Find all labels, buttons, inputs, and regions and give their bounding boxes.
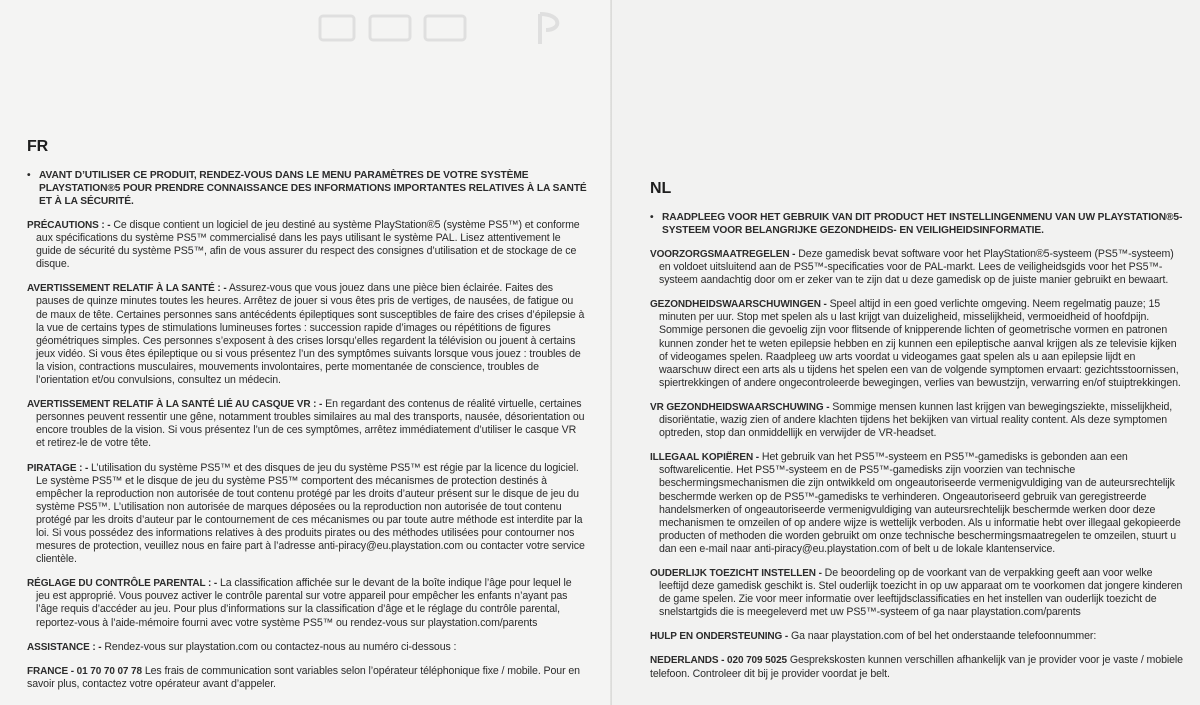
language-heading-fr: FR xyxy=(27,138,49,155)
section-text: Ga naar playstation.com of bel het onderstaande telefoonnummer: xyxy=(790,630,1097,643)
bullet-icon: • xyxy=(650,212,654,223)
section-text: Assurez-vous que vous jouez dans une pièce bien éclairée. Faites des pauses de quinze minutes toutes les heures. Arrêtez de jouer si vous êtes pris de vertiges, de nausées, de fatigue ou de maux de tête. Certaines personnes sans antécédents épileptiques sont susceptibles de faire des crises d’épilepsie à la vue de certains types de stimulations lumineuses fortes : succession rapide d’images ou répétitions de figures géométriques simples. Ces personnes s’exposent à des crises lorsqu’elles regardent la télévision ou jouent à certains jeux vidéo. Si vous êtes épileptique ou si vous présentez l’un des symptômes suivants lorsque vous jouez : troubles de la vision, contractions musculaires, mouvements involontaires, perte momentanée de conscience, troubles de l’orientation et/ou convulsions, consultez un médecin. xyxy=(36,282,585,387)
section-text: L’utilisation du système PS5™ et des disques de jeu du système PS5™ est régie par la licence du logiciel. Le système PS5™ et le disque de jeu du système PS5™ comportent des mécanismes de protection destinés à empêcher la reproduction non autorisée de tout contenu protégé par les droits d’auteur présent sur le disque de jeu du système PS5™. L’utilisation non autorisée de marques déposées ou la reproduction non autorisée de tout contenu protégé par les droits d’auteur par le contournement de ces mécanismes ou par toute autre méthode est interdite par la loi. Si vous possédez des informations relatives à des produits pirates ou des méthodes utilisées pour contourner nos mesures de protection, veuillez nous en faire part à l’adresse anti-piracy@eu.playstation.com ou contacter votre service clientèle. xyxy=(36,461,585,566)
bullet-icon: • xyxy=(27,170,31,181)
section-heading: PRÉCAUTIONS : - xyxy=(27,220,111,231)
section-ouderlijk-toezicht xyxy=(650,567,1185,619)
section-heading: GEZONDHEIDSWAARSCHUWINGEN - xyxy=(650,299,827,311)
section-heading: AVERTISSEMENT RELATIF À LA SANTÉ LIÉ AU CASQUE VR : - xyxy=(27,399,323,411)
section-heading: ASSISTANCE : - xyxy=(27,641,102,653)
section-heading: VR GEZONDHEIDSWAARSCHUWING - xyxy=(650,401,830,413)
section-heading: ILLEGAAL KOPIËREN - xyxy=(650,452,760,464)
section-heading: HULP EN ONDERSTEUNING - xyxy=(650,631,789,643)
section-assistance xyxy=(27,641,587,654)
section-heading: VOORZORGSMAATREGELEN - xyxy=(650,249,796,260)
section-text: Ce disque contient un logiciel de jeu destiné au système PlayStation®5 (système PS5™) et conforme aux spécifications du système PS5™ commercialisé dans les pays utilisant le système PAL. Lisez attentivement le guide de sécurité du système PS5™, afin de vous assurer du respect des consignes d’utilisation et de stockage de ce disque. xyxy=(36,219,580,271)
language-heading-nl: NL xyxy=(650,180,672,197)
section-text: En regardant des contenus de réalité virtuelle, certaines personnes peuvent ressentir une gêne, notamment troubles similaires au mal des transports, nausée, désorientation ou encore troubles de la vision. Si vous présentez l’un de ces symptômes, arrêtez immédiatement d’utiliser le casque VR et retirez-le de votre tête. xyxy=(36,398,585,450)
section-hulp-en-ondersteuning xyxy=(650,630,1185,643)
section-heading: OUDERLIJK TOEZICHT INSTELLEN - xyxy=(650,567,822,579)
section-text: La classification affichée sur le devant de la boîte indique l’âge pour lequel le jeu est approprié. Vous pouvez activer le contrôle parental sur votre appareil pour empêcher les enfants n’ayant pas l’âge requis d’accéder au jeu. Pour plus d’informations sur la classification d’âge et le réglage du contrôle parental, reportez-vous à l’aide-mémoire fourni avec votre système PS5™ ou rendez-vous sur playstation.com/parents xyxy=(36,577,572,629)
section-vr-warning xyxy=(27,398,587,450)
section-gezondheidswaarschuwingen xyxy=(650,298,1185,390)
contact-heading: NEDERLANDS - 020 709 5025 xyxy=(650,655,788,667)
section-voorzorgsmaatregelen xyxy=(650,248,1185,287)
contact-heading: FRANCE - 01 70 70 07 78 xyxy=(27,665,142,677)
important-notice-nl xyxy=(650,211,1185,237)
section-heading: RÉGLAGE DU CONTRÔLE PARENTAL : - xyxy=(27,578,218,590)
section-heading: AVERTISSEMENT RELATIF À LA SANTÉ : - xyxy=(27,283,227,295)
section-text: Speel altijd in een goed verlichte omgeving. Neem regelmatig pauze; 15 minuten per uur. Stop met spelen als u last krijgt van duizeligheid, misselijkheid, vermoeidheid of hoofdpijn. Sommige personen die gevoelig zijn voor flitsende of knipperende lichten of geometrische vormen en patronen kunnen zonder het te weten epilepsie hebben en zij kunnen een epileptische aanval krijgen als ze televisie kijken of videogames spelen. Raadpleeg uw arts voordat u videogames gaat spelen als u aan epilepsie lijdt en waarschuw direct een arts als u tijdens het spelen een van de volgende symptomen ervaart: gezichtsstoornissen, spiertrekkingen of andere ongecontroleerde bewegingen, verlies van bewustzijn, verwarring en/of stuiptrekkingen. xyxy=(659,298,1181,389)
important-notice-fr xyxy=(27,169,587,208)
section-text: Het gebruik van het PS5™-systeem en PS5™-gamedisks is gebonden aan een softwarelicentie. Het PS5™-systeem en de PS5™-gamedisks zijn voorzien van technische beschermingsmechanismen die zijn ontwikkeld om ongeautoriseerde vermenigvuldiging van de auteursrechtelijk beschermde werken op de PS5™-gamedisks te verhinderen. Ongeautoriseerd gebruik van geregistreerde handelsmerken of ongeautoriseerde vermenigvuldiging van auteursrechtelijk beschermde werken door deze mechanismen te omzeilen of op andere wijze is wettelijk verboden. Als u informatie hebt over illegaal gekopieerde producten of methoden die worden gebruikt om onze technische beschermingsmaatregelen te omzeilen, stuurt u dan een e-mail naar anti-piracy@eu.playstation.com of belt u de lokale klantenservice. xyxy=(659,451,1181,555)
ps5-logo-watermark xyxy=(300,8,600,48)
contact-text: Les frais de communication sont variables selon l’opérateur téléphonique fixe / mobile. Pour en savoir plus, contactez votre opérateur avant d’appeler. xyxy=(27,664,580,690)
contact-nederlands xyxy=(650,654,1185,680)
contact-france xyxy=(27,665,587,691)
dutch-column xyxy=(650,180,1185,681)
section-vr-gezondheidswaarschuwing xyxy=(650,401,1185,440)
section-health-warning xyxy=(27,282,587,387)
section-text: Rendez-vous sur playstation.com ou contactez-nous au numéro ci-dessous : xyxy=(104,640,457,653)
section-parental-control xyxy=(27,577,587,629)
important-notice-text: AVANT D’UTILISER CE PRODUIT, RENDEZ-VOUS DANS LE MENU PARAMÈTRES DE VOTRE SYSTÈME PLAYSTATION®5 POUR PRENDRE CONNAISSANCE DES INFORMATIONS IMPORTANTES RELATIVES À LA SANTÉ ET À LA SÉCURITÉ. xyxy=(39,170,587,207)
french-column xyxy=(27,138,587,691)
section-text: De beoordeling op de voorkant van de verpakking geeft aan voor welke leeftijd deze gamedisk geschikt is. Stel ouderlijk toezicht in op uw apparaat om te voorkomen dat jongere kinderen de game spelen. Zie voor meer informatie over leeftijdsclassificaties en het instellen van ouderlijk toezicht de snelstartgids die is meegeleverd met uw PS5™-systeem of ga naar playstation.com/parents xyxy=(659,566,1183,619)
section-text: Deze gamedisk bevat software voor het PlayStation®5-systeem (PS5™-systeem) en voldoet uitsluitend aan de PS5™-specificaties voor de PAL-markt. Lees de veiligheidsgids voor het PS5™-systeem aandachtig door om er zeker van te zijn dat u deze gamedisk op de juiste manier gebruikt en bewaart. xyxy=(659,248,1174,287)
section-illegaal-kopieren xyxy=(650,451,1185,556)
section-precautions xyxy=(27,219,587,271)
section-text: Sommige mensen kunnen last krijgen van bewegingsziekte, misselijkheid, disoriëntatie, wazig zien of andere klachten tijdens het bekijken van virtual reality content. Als deze symptomen optreden, stop dan onmiddellijk en verwijder de VR-headset. xyxy=(659,400,1173,440)
section-heading: PIRATAGE : - xyxy=(27,462,89,474)
contact-text: Gesprekskosten kunnen verschillen afhankelijk van je provider voor je vaste / mobiele telefoon. Controleer dit bij je provider voordat je belt. xyxy=(650,654,1183,680)
important-notice-text: RAADPLEEG VOOR HET GEBRUIK VAN DIT PRODUCT HET INSTELLINGENMENU VAN UW PLAYSTATION®5-SYSTEEM VOOR BELANGRIJKE GEZONDHEIDS- EN VEILIGHEIDSINFORMATIE. xyxy=(662,212,1183,236)
section-piracy xyxy=(27,462,587,567)
